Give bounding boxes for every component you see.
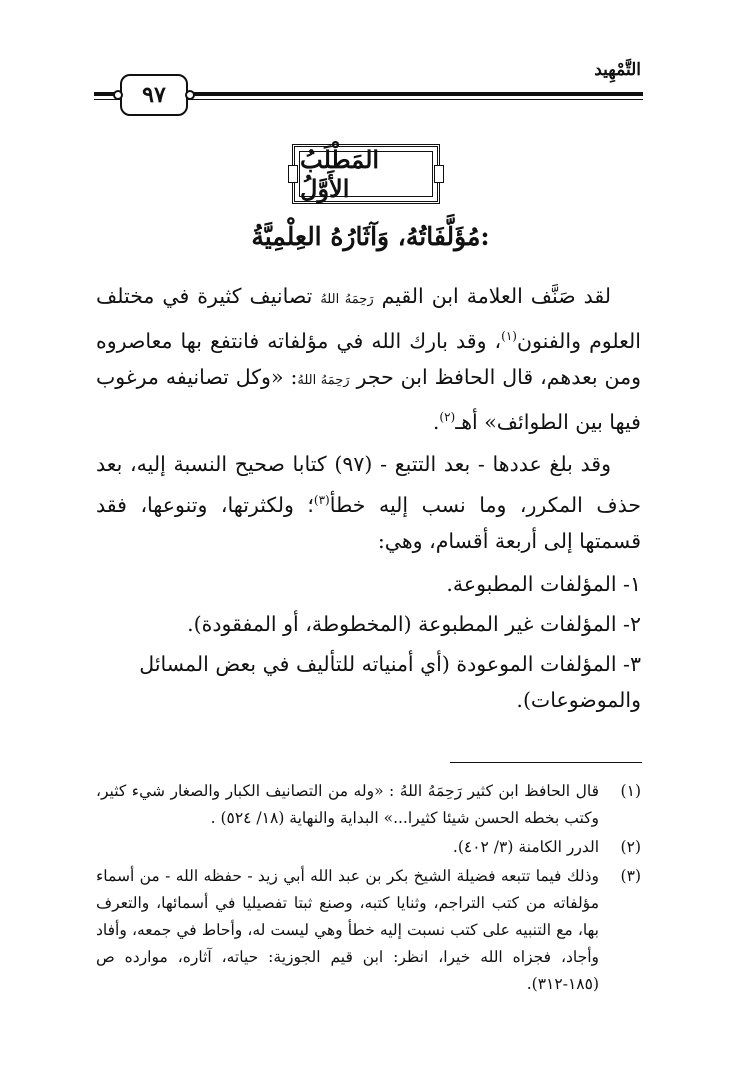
list-item: ١- المؤلفات المطبوعة. xyxy=(446,572,641,596)
frame-ornament-right xyxy=(434,165,444,183)
paragraph-text: لقد صَنَّف العلامة ابن القيم xyxy=(373,284,611,308)
footnote-text: قال الحافظ ابن كثير رَحِمَهُ اللهُ : «وله من التصانيف الكبار والصغار شيء كثير، وكتب بخطه الحسن شيئا كثيرا...» البداية والنهاية (١٨/ ٥٢٤) . xyxy=(96,782,599,827)
footnote-separator xyxy=(450,762,642,763)
footnote-number: (١) xyxy=(620,782,641,800)
footnote xyxy=(96,778,641,832)
footnote-text: الدرر الكامنة (٣/ ٤٠٢). xyxy=(452,838,599,856)
categories-list xyxy=(96,566,641,722)
section-subheading: مُؤَلَّفَاتُهُ، وَآثَارُهُ العِلْمِيَّةُ: xyxy=(251,222,490,251)
footnote-number: (٣) xyxy=(620,867,641,885)
footnote xyxy=(96,834,641,861)
paragraph-text: تصانيف كثيرة في مختلف العلوم والفنون xyxy=(96,284,641,353)
paragraph-text: ؛ ولكثرتها، وتنوعها، فقد قسمتها إلى أربعة أقسام، وهي: xyxy=(96,492,641,553)
honorific-phrase: رَحِمَهُ اللهُ xyxy=(297,372,350,388)
paragraph-count xyxy=(96,446,641,559)
running-head-title: التَّمْهِيد xyxy=(594,60,641,80)
paragraph-text: ، وقد بارك الله في مؤلفاته فانتفع بها معاصروه ومن بعدهم، قال الحافظ ابن حجر xyxy=(96,328,641,389)
list-item: ٣- المؤلفات الموعودة (أي أمنياته للتأليف في بعض المسائل والموضوعات). xyxy=(139,652,641,712)
footnote-number: (٢) xyxy=(620,838,641,856)
footnote-ref-1: (١) xyxy=(501,329,517,343)
page-number-badge xyxy=(120,74,188,116)
section-title: المَطْلَبُ الأَوَّلُ xyxy=(299,151,433,197)
frame-ornament-left xyxy=(288,165,298,183)
footnotes xyxy=(96,778,641,1000)
paragraph-intro xyxy=(96,278,641,440)
page-number: ٩٧ xyxy=(142,82,166,108)
list-item: ٢- المؤلفات غير المطبوعة (المخطوطة، أو المفقودة). xyxy=(187,612,641,636)
honorific-phrase: رَحِمَهُ اللهُ xyxy=(320,292,374,307)
footnote xyxy=(96,863,641,998)
paragraph-text: وقد بلغ عددها - بعد التتبع - (٩٧) كتابا صحيح النسبة إليه، بعد حذف المكرر، وما نسب إليه خطأ xyxy=(96,452,641,517)
footnote-text: وذلك فيما تتبعه فضيلة الشيخ بكر بن عبد الله أبي زيد - حفظه الله - من أسماء مؤلفاته من كتب التراجم، وثنايا كتبه، وصنع ثبتا تفصيليا في أسمائها، والتعرف بها، مع التنبيه على كتب نسبت إليه خطأ وهي ليست له، وأحاط في جمعه، وأفاد وأجاد، فجزاه الله خيرا، انظر: ابن قيم الجوزية: حياته، آثاره، موارده ص (١٨٥-٣١٢). xyxy=(96,867,599,993)
footnote-ref-2: (٢) xyxy=(439,409,456,424)
paragraph-text: : «وكل تصانيفه مرغوب فيها بين الطوائف» أهـ xyxy=(96,364,641,434)
footnote-ref-3: (٣) xyxy=(313,493,330,507)
paragraph-text: . xyxy=(432,409,440,434)
section-title-frame xyxy=(292,144,440,204)
